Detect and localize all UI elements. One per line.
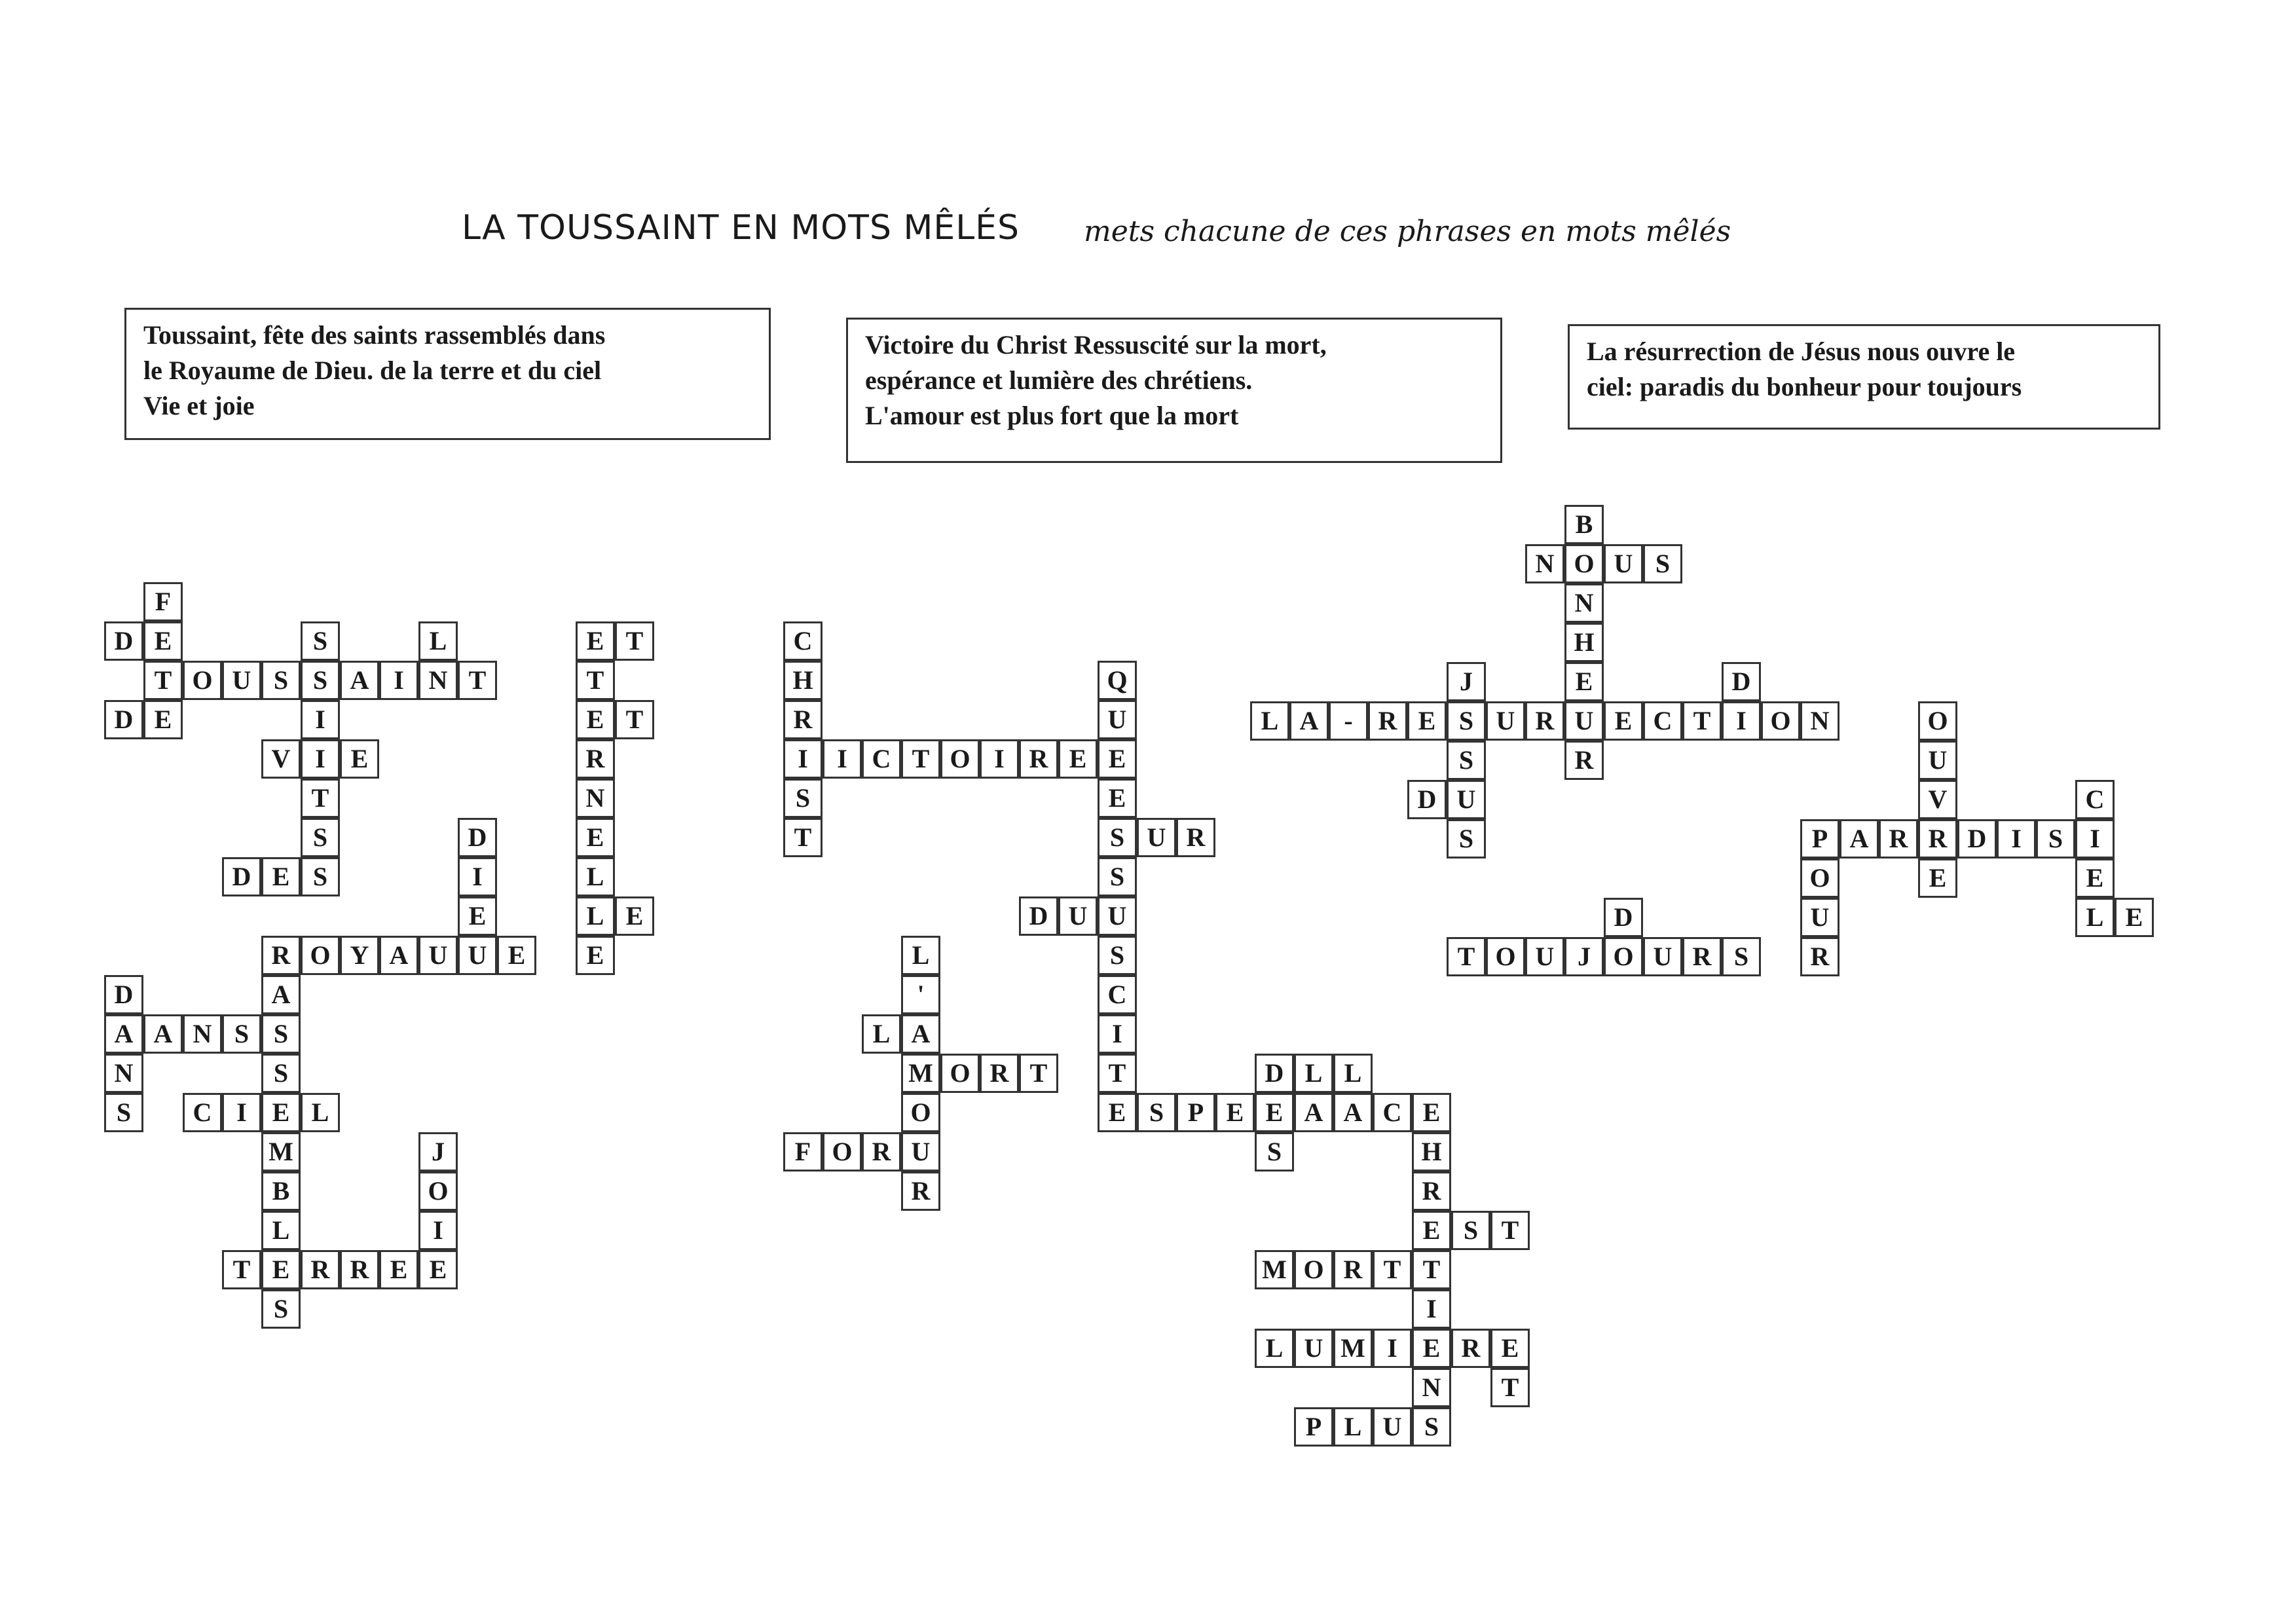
crossword-cell: R xyxy=(1412,1172,1451,1211)
crossword-cell: I xyxy=(823,739,862,779)
crossword-cell: R xyxy=(1176,818,1215,857)
crossword-cell: R xyxy=(1682,937,1722,976)
crossword-cell: R xyxy=(1879,819,1918,858)
crossword-cell: U xyxy=(1373,1407,1412,1447)
crossword-cell: N xyxy=(183,1014,222,1054)
crossword-cell: F xyxy=(143,582,183,621)
crossword-cell: A xyxy=(340,661,379,700)
crossword-cell: E xyxy=(261,857,301,896)
crossword-cell: O xyxy=(1761,701,1800,741)
crossword-cell: U xyxy=(418,936,458,975)
crossword-cell: I xyxy=(301,739,340,779)
crossword-cell: E xyxy=(1098,739,1137,779)
crossword-cell: E xyxy=(1058,739,1098,779)
crossword-cell: E xyxy=(615,896,654,936)
crossword-cell: H xyxy=(1564,623,1604,662)
crossword-cell: E xyxy=(1412,1329,1451,1368)
crossword-cell: L xyxy=(1333,1407,1373,1447)
crossword-cell: O xyxy=(940,739,980,779)
crossword-cell: U xyxy=(1800,898,1839,937)
crossword-cell: T xyxy=(1490,1211,1530,1250)
crossword-cell: U xyxy=(222,661,261,700)
crossword-cell: E xyxy=(497,936,536,975)
crossword-cell: E xyxy=(143,621,183,661)
crossword-cell: U xyxy=(1294,1329,1333,1368)
crossword-cell: S xyxy=(1137,1093,1176,1132)
crossword-cell: S xyxy=(301,818,340,857)
crossword-cell: I xyxy=(379,661,418,700)
phrase-line: le Royaume de Dieu. de la terre et du ciel xyxy=(143,356,602,385)
crossword-cell: R xyxy=(1525,701,1564,741)
crossword-cell: D xyxy=(1255,1054,1294,1093)
crossword-cell: T xyxy=(1373,1250,1412,1289)
crossword-cell: I xyxy=(980,739,1019,779)
crossword-cell: O xyxy=(1486,937,1525,976)
crossword-cell: L xyxy=(901,936,940,975)
crossword-cell: J xyxy=(418,1132,458,1172)
crossword-cell: S xyxy=(1722,937,1761,976)
phrase-box-resurrection xyxy=(1568,324,2160,430)
crossword-cell: E xyxy=(1255,1093,1294,1132)
crossword-cell: A xyxy=(104,1014,143,1054)
crossword-cell: L xyxy=(1250,701,1289,741)
crossword-cell: R xyxy=(1918,819,1957,858)
crossword-cell: A xyxy=(143,1014,183,1054)
crossword-cell: E xyxy=(1564,662,1604,701)
crossword-cell: J xyxy=(1447,662,1486,701)
crossword-cell: L xyxy=(576,896,615,936)
crossword-cell: C xyxy=(1373,1093,1412,1132)
crossword-cell: H xyxy=(783,661,823,700)
crossword-cell: E xyxy=(1604,701,1643,741)
crossword-cell: O xyxy=(901,1093,940,1132)
crossword-cell: O xyxy=(1918,701,1957,741)
crossword-cell: L xyxy=(576,857,615,896)
crossword-cell: S xyxy=(261,1054,301,1093)
crossword-cell: R xyxy=(340,1250,379,1289)
crossword-cell: E xyxy=(379,1250,418,1289)
crossword-cell: E xyxy=(143,700,183,739)
crossword-cell: S xyxy=(222,1014,261,1054)
crossword-cell: T xyxy=(615,700,654,739)
phrase-line: Toussaint, fête des saints rassemblés dans xyxy=(143,320,606,350)
crossword-cell: N xyxy=(1525,544,1564,583)
crossword-cell: R xyxy=(901,1172,940,1211)
crossword-cell: L xyxy=(301,1093,340,1132)
crossword-cell: C xyxy=(783,621,823,661)
crossword-cell: S xyxy=(1098,818,1137,857)
crossword-cell: M xyxy=(261,1132,301,1172)
crossword-cell: A xyxy=(1289,701,1329,741)
crossword-cell: I xyxy=(783,739,823,779)
crossword-cell: L xyxy=(1294,1054,1333,1093)
crossword-cell: J xyxy=(1564,937,1604,976)
crossword-cell: T xyxy=(1490,1368,1530,1407)
crossword-cell: M xyxy=(1333,1329,1373,1368)
crossword-cell: T xyxy=(301,779,340,818)
crossword-cell: S xyxy=(2036,819,2075,858)
crossword-cell: Y xyxy=(340,936,379,975)
crossword-cell: U xyxy=(458,936,497,975)
crossword-cell: T xyxy=(458,661,497,700)
crossword-cell: S xyxy=(1412,1407,1451,1447)
phrase-box-victoire xyxy=(846,318,1502,463)
crossword-cell: L xyxy=(2075,898,2115,937)
crossword-cell: D xyxy=(222,857,261,896)
crossword-cell: T xyxy=(615,621,654,661)
crossword-cell: E xyxy=(261,1250,301,1289)
crossword-cell: T xyxy=(222,1250,261,1289)
crossword-cell: U xyxy=(1643,937,1682,976)
crossword-cell: R xyxy=(1800,937,1839,976)
crossword-cell: B xyxy=(261,1172,301,1211)
phrase-box-toussaint xyxy=(124,308,771,440)
crossword-cell: I xyxy=(222,1093,261,1132)
crossword-cell: C xyxy=(1098,975,1137,1014)
crossword-cell: U xyxy=(901,1132,940,1172)
crossword-cell: A xyxy=(1839,819,1879,858)
crossword-cell: T xyxy=(1412,1250,1451,1289)
phrase-line: Victoire du Christ Ressuscité sur la mort, xyxy=(865,330,1327,360)
crossword-cell: L xyxy=(1255,1329,1294,1368)
crossword-cell: D xyxy=(104,975,143,1014)
crossword-cell: I xyxy=(418,1211,458,1250)
crossword-cell: E xyxy=(2075,858,2115,898)
crossword-cell: E xyxy=(576,818,615,857)
crossword-cell: ' xyxy=(901,975,940,1014)
crossword-cell: D xyxy=(1407,780,1447,819)
crossword-cell: U xyxy=(1098,896,1137,936)
crossword-cell: M xyxy=(1255,1250,1294,1289)
crossword-cell: Q xyxy=(1098,661,1137,700)
crossword-cell: O xyxy=(1294,1250,1333,1289)
crossword-cell: I xyxy=(1373,1329,1412,1368)
phrase-line: ciel: paradis du bonheur pour toujours xyxy=(1587,372,2022,401)
crossword-cell: S xyxy=(261,1289,301,1329)
crossword-cell: D xyxy=(458,818,497,857)
crossword-cell: T xyxy=(576,661,615,700)
crossword-cell: N xyxy=(1564,583,1604,623)
crossword-cell: N xyxy=(1800,701,1839,741)
crossword-cell: R xyxy=(1564,741,1604,780)
crossword-cell: C xyxy=(862,739,901,779)
crossword-cell: - xyxy=(1329,701,1368,741)
crossword-cell: D xyxy=(1722,662,1761,701)
crossword-cell: E xyxy=(340,739,379,779)
crossword-cell: E xyxy=(1918,858,1957,898)
crossword-cell: R xyxy=(1451,1329,1490,1368)
crossword-cell: E xyxy=(576,700,615,739)
crossword-cell: I xyxy=(1722,701,1761,741)
crossword-cell: R xyxy=(261,936,301,975)
crossword-cell: L xyxy=(261,1211,301,1250)
crossword-cell: R xyxy=(862,1132,901,1172)
crossword-cell: D xyxy=(1019,896,1058,936)
crossword-cell: S xyxy=(301,621,340,661)
crossword-cell: D xyxy=(1604,898,1643,937)
crossword-cell: E xyxy=(1490,1329,1530,1368)
crossword-cell: N xyxy=(104,1054,143,1093)
crossword-cell: L xyxy=(1333,1054,1373,1093)
crossword-cell: O xyxy=(1604,937,1643,976)
crossword-cell: U xyxy=(1098,700,1137,739)
crossword-cell: U xyxy=(1447,780,1486,819)
crossword-cell: P xyxy=(1294,1407,1333,1447)
crossword-cell: S xyxy=(1098,857,1137,896)
phrase-line: La résurrection de Jésus nous ouvre le xyxy=(1587,337,2016,366)
crossword-cell: E xyxy=(1407,701,1447,741)
crossword-cell: T xyxy=(1019,1054,1058,1093)
crossword-cell: E xyxy=(1215,1093,1255,1132)
crossword-cell: S xyxy=(261,1014,301,1054)
crossword-cell: S xyxy=(104,1093,143,1132)
crossword-cell: S xyxy=(1643,544,1682,583)
crossword-cell: O xyxy=(183,661,222,700)
crossword-cell: S xyxy=(1447,819,1486,858)
crossword-cell: T xyxy=(1682,701,1722,741)
crossword-cell: S xyxy=(261,661,301,700)
crossword-cell: N xyxy=(576,779,615,818)
crossword-cell: U xyxy=(1918,741,1957,780)
crossword-cell: A xyxy=(1294,1093,1333,1132)
crossword-cell: D xyxy=(104,700,143,739)
phrase-line: espérance et lumière des chrétiens. xyxy=(865,365,1253,395)
crossword-cell: R xyxy=(576,739,615,779)
crossword-cell: P xyxy=(1176,1093,1215,1132)
crossword-cell: E xyxy=(1412,1093,1451,1132)
worksheet-instruction: mets chacune de ces phrases en mots mêlés xyxy=(1084,215,1731,248)
crossword-cell: A xyxy=(261,975,301,1014)
crossword-cell: I xyxy=(1412,1289,1451,1329)
crossword-cell: T xyxy=(1098,1054,1137,1093)
crossword-cell: E xyxy=(2115,898,2154,937)
crossword-cell: A xyxy=(1333,1093,1373,1132)
crossword-cell: N xyxy=(1412,1368,1451,1407)
phrase-line: Vie et joie xyxy=(143,391,255,420)
crossword-cell: O xyxy=(940,1054,980,1093)
crossword-cell: U xyxy=(1604,544,1643,583)
crossword-cell: O xyxy=(1564,544,1604,583)
crossword-cell: T xyxy=(1447,937,1486,976)
crossword-cell: I xyxy=(458,857,497,896)
crossword-cell: F xyxy=(783,1132,823,1172)
crossword-cell: B xyxy=(1564,505,1604,544)
crossword-cell: S xyxy=(1447,741,1486,780)
crossword-cell: E xyxy=(1098,1093,1137,1132)
crossword-cell: C xyxy=(2075,780,2115,819)
crossword-cell: R xyxy=(980,1054,1019,1093)
crossword-cell: C xyxy=(1643,701,1682,741)
crossword-cell: A xyxy=(379,936,418,975)
crossword-cell: V xyxy=(1918,780,1957,819)
crossword-cell: S xyxy=(1451,1211,1490,1250)
crossword-cell: S xyxy=(301,661,340,700)
crossword-cell: R xyxy=(1368,701,1407,741)
crossword-cell: U xyxy=(1486,701,1525,741)
crossword-cell: T xyxy=(143,661,183,700)
crossword-cell: L xyxy=(862,1014,901,1054)
crossword-cell: I xyxy=(2075,819,2115,858)
crossword-cell: R xyxy=(1019,739,1058,779)
crossword-cell: M xyxy=(901,1054,940,1093)
crossword-cell: U xyxy=(1058,896,1098,936)
crossword-cell: E xyxy=(1098,779,1137,818)
crossword-cell: E xyxy=(261,1093,301,1132)
crossword-cell: O xyxy=(418,1172,458,1211)
crossword-cell: P xyxy=(1800,819,1839,858)
crossword-cell: E xyxy=(1412,1211,1451,1250)
crossword-cell: D xyxy=(104,621,143,661)
crossword-cell: I xyxy=(1997,819,2036,858)
crossword-cell: S xyxy=(1255,1132,1294,1172)
crossword-cell: O xyxy=(1800,858,1839,898)
crossword-cell: S xyxy=(301,857,340,896)
crossword-cell: U xyxy=(1525,937,1564,976)
crossword-cell: T xyxy=(783,818,823,857)
crossword-cell: L xyxy=(418,621,458,661)
crossword-cell: E xyxy=(576,936,615,975)
crossword-cell: N xyxy=(418,661,458,700)
crossword-cell: S xyxy=(1098,936,1137,975)
crossword-cell: E xyxy=(458,896,497,936)
crossword-cell: A xyxy=(901,1014,940,1054)
crossword-cell: I xyxy=(301,700,340,739)
crossword-cell: H xyxy=(1412,1132,1451,1172)
crossword-cell: S xyxy=(1447,701,1486,741)
crossword-cell: O xyxy=(301,936,340,975)
crossword-cell: E xyxy=(576,621,615,661)
worksheet-title: LA TOUSSAINT EN MOTS MÊLÉS xyxy=(462,208,1020,248)
crossword-cell: S xyxy=(783,779,823,818)
crossword-cell: R xyxy=(301,1250,340,1289)
crossword-cell: R xyxy=(1333,1250,1373,1289)
crossword-cell: U xyxy=(1564,701,1604,741)
crossword-cell: I xyxy=(1098,1014,1137,1054)
crossword-cell: O xyxy=(823,1132,862,1172)
crossword-cell: C xyxy=(183,1093,222,1132)
phrase-line: L'amour est plus fort que la mort xyxy=(865,401,1239,430)
crossword-cell: D xyxy=(1957,819,1997,858)
crossword-cell: U xyxy=(1137,818,1176,857)
crossword-cell: R xyxy=(783,700,823,739)
crossword-cell: T xyxy=(901,739,940,779)
crossword-cell: E xyxy=(418,1250,458,1289)
crossword-cell: V xyxy=(261,739,301,779)
